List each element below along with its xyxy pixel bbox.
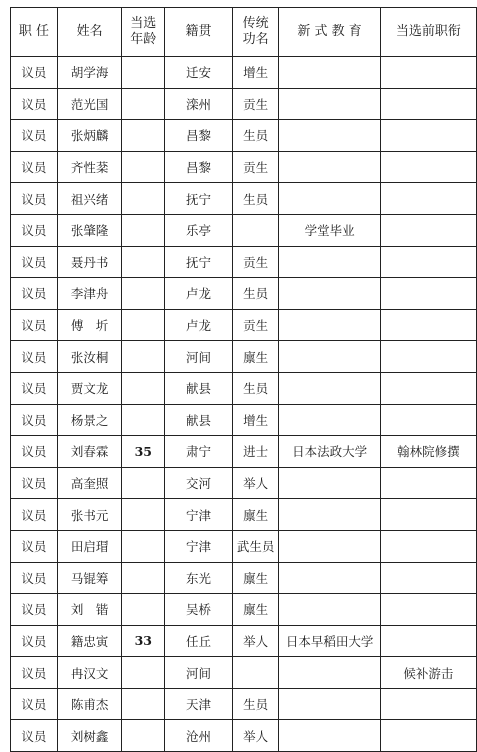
table-row <box>11 120 477 152</box>
cell-native-place: 抚宁 <box>165 246 233 278</box>
table-row <box>11 88 477 120</box>
cell-position: 议员 <box>11 404 58 436</box>
cell-prior-post <box>380 120 476 152</box>
header-row <box>11 8 477 57</box>
header-native-place: 籍贯 <box>165 8 233 57</box>
table-row <box>11 625 477 657</box>
cell-position: 议员 <box>11 309 58 341</box>
cell-native-place: 任丘 <box>165 625 233 657</box>
cell-name: 籍忠寅 <box>57 625 122 657</box>
cell-native-place: 迁安 <box>165 57 233 89</box>
cell-education <box>279 341 380 373</box>
cell-degree: 进士 <box>232 436 279 468</box>
cell-education <box>279 120 380 152</box>
cell-prior-post <box>380 57 476 89</box>
cell-position: 议员 <box>11 183 58 215</box>
table-row <box>11 151 477 183</box>
cell-prior-post <box>380 562 476 594</box>
header-position: 职 任 <box>11 8 58 57</box>
table-row <box>11 688 477 720</box>
cell-age <box>122 562 165 594</box>
cell-native-place: 昌黎 <box>165 120 233 152</box>
cell-native-place: 乐亭 <box>165 214 233 246</box>
cell-prior-post <box>380 530 476 562</box>
cell-age <box>122 530 165 562</box>
cell-prior-post <box>380 688 476 720</box>
cell-prior-post <box>380 404 476 436</box>
table-row <box>11 341 477 373</box>
cell-name: 李津舟 <box>57 278 122 310</box>
table-row <box>11 499 477 531</box>
cell-position: 议员 <box>11 720 58 752</box>
cell-native-place: 献县 <box>165 372 233 404</box>
cell-degree: 贡生 <box>232 246 279 278</box>
table-row <box>11 594 477 626</box>
cell-education <box>279 499 380 531</box>
cell-age <box>122 404 165 436</box>
cell-position: 议员 <box>11 57 58 89</box>
cell-position: 议员 <box>11 530 58 562</box>
header-degree-line2: 功名 <box>242 32 269 47</box>
cell-name: 张汝桐 <box>57 341 122 373</box>
cell-name: 张书元 <box>57 499 122 531</box>
cell-native-place: 肃宁 <box>165 436 233 468</box>
cell-age <box>122 57 165 89</box>
cell-name: 张肇隆 <box>57 214 122 246</box>
cell-position: 议员 <box>11 436 58 468</box>
cell-degree: 贡生 <box>232 88 279 120</box>
cell-prior-post <box>380 499 476 531</box>
cell-degree <box>232 214 279 246</box>
table-row <box>11 404 477 436</box>
cell-native-place: 抚宁 <box>165 183 233 215</box>
cell-position: 议员 <box>11 657 58 689</box>
cell-degree: 廪生 <box>232 562 279 594</box>
cell-name: 聂丹书 <box>57 246 122 278</box>
cell-native-place: 交河 <box>165 467 233 499</box>
cell-position: 议员 <box>11 594 58 626</box>
cell-age <box>122 246 165 278</box>
cell-age <box>122 720 165 752</box>
table-row <box>11 214 477 246</box>
cell-degree: 增生 <box>232 404 279 436</box>
cell-degree: 廪生 <box>232 499 279 531</box>
member-table <box>10 7 477 752</box>
cell-education <box>279 467 380 499</box>
cell-education <box>279 562 380 594</box>
cell-education <box>279 530 380 562</box>
cell-degree: 生员 <box>232 183 279 215</box>
cell-age <box>122 372 165 404</box>
cell-prior-post <box>380 625 476 657</box>
cell-position: 议员 <box>11 688 58 720</box>
cell-age <box>122 151 165 183</box>
cell-education <box>279 57 380 89</box>
cell-education <box>279 278 380 310</box>
cell-native-place: 宁津 <box>165 499 233 531</box>
cell-name: 杨景之 <box>57 404 122 436</box>
cell-name: 傅 圻 <box>57 309 122 341</box>
cell-prior-post <box>380 214 476 246</box>
cell-position: 议员 <box>11 120 58 152</box>
cell-name: 马锟筹 <box>57 562 122 594</box>
cell-position: 议员 <box>11 499 58 531</box>
cell-degree: 生员 <box>232 120 279 152</box>
cell-name: 冉汉文 <box>57 657 122 689</box>
table-row <box>11 436 477 468</box>
cell-native-place: 卢龙 <box>165 278 233 310</box>
cell-education <box>279 657 380 689</box>
cell-age <box>122 341 165 373</box>
cell-prior-post <box>380 467 476 499</box>
cell-native-place: 宁津 <box>165 530 233 562</box>
table-row <box>11 57 477 89</box>
cell-age <box>122 88 165 120</box>
cell-education <box>279 246 380 278</box>
cell-native-place: 昌黎 <box>165 151 233 183</box>
cell-name: 刘 锴 <box>57 594 122 626</box>
cell-native-place: 沧州 <box>165 720 233 752</box>
cell-position: 议员 <box>11 88 58 120</box>
cell-position: 议员 <box>11 625 58 657</box>
cell-prior-post <box>380 372 476 404</box>
header-education: 新 式 教 育 <box>279 8 380 57</box>
cell-degree: 生员 <box>232 372 279 404</box>
cell-education <box>279 151 380 183</box>
cell-degree: 增生 <box>232 57 279 89</box>
header-name: 姓名 <box>57 8 122 57</box>
header-prior-post: 当选前职衔 <box>380 8 476 57</box>
cell-position: 议员 <box>11 562 58 594</box>
cell-age <box>122 467 165 499</box>
cell-age <box>122 499 165 531</box>
header-age <box>122 8 165 57</box>
cell-prior-post <box>380 594 476 626</box>
cell-position: 议员 <box>11 341 58 373</box>
table-row <box>11 562 477 594</box>
cell-name: 陈甫杰 <box>57 688 122 720</box>
header-age-line2: 年龄 <box>130 32 157 47</box>
cell-name: 贾文龙 <box>57 372 122 404</box>
table-row <box>11 467 477 499</box>
cell-name: 田启瑁 <box>57 530 122 562</box>
table-row <box>11 720 477 752</box>
table-row <box>11 183 477 215</box>
cell-prior-post <box>380 341 476 373</box>
cell-age <box>122 278 165 310</box>
cell-prior-post <box>380 246 476 278</box>
cell-education <box>279 404 380 436</box>
cell-degree: 武生员 <box>232 530 279 562</box>
cell-position: 议员 <box>11 246 58 278</box>
cell-degree: 贡生 <box>232 151 279 183</box>
table-row <box>11 372 477 404</box>
cell-age <box>122 657 165 689</box>
cell-age <box>122 214 165 246</box>
cell-position: 议员 <box>11 467 58 499</box>
cell-degree: 生员 <box>232 688 279 720</box>
cell-position: 议员 <box>11 278 58 310</box>
cell-name: 范光国 <box>57 88 122 120</box>
cell-education <box>279 594 380 626</box>
header-age-line1: 当选 <box>130 16 157 31</box>
table-body <box>11 57 477 752</box>
cell-name: 张炳麟 <box>57 120 122 152</box>
cell-native-place: 吴桥 <box>165 594 233 626</box>
cell-degree: 生员 <box>232 278 279 310</box>
table-row <box>11 278 477 310</box>
cell-prior-post <box>380 88 476 120</box>
cell-age <box>122 120 165 152</box>
cell-education: 日本早稻田大学 <box>279 625 380 657</box>
cell-age <box>122 688 165 720</box>
cell-name: 胡学海 <box>57 57 122 89</box>
cell-native-place: 河间 <box>165 657 233 689</box>
cell-native-place: 天津 <box>165 688 233 720</box>
cell-age <box>122 309 165 341</box>
cell-prior-post: 候补游击 <box>380 657 476 689</box>
cell-education <box>279 720 380 752</box>
table-row <box>11 657 477 689</box>
cell-prior-post <box>380 151 476 183</box>
cell-age <box>122 183 165 215</box>
cell-degree: 举人 <box>232 467 279 499</box>
cell-education <box>279 309 380 341</box>
cell-native-place: 卢龙 <box>165 309 233 341</box>
cell-degree: 廪生 <box>232 594 279 626</box>
table-row <box>11 530 477 562</box>
cell-native-place: 献县 <box>165 404 233 436</box>
cell-name: 齐性棻 <box>57 151 122 183</box>
cell-name: 刘春霖 <box>57 436 122 468</box>
cell-age: 33 <box>122 625 165 657</box>
cell-native-place: 滦州 <box>165 88 233 120</box>
cell-education: 日本法政大学 <box>279 436 380 468</box>
cell-prior-post <box>380 183 476 215</box>
cell-prior-post <box>380 309 476 341</box>
cell-name: 刘树鑫 <box>57 720 122 752</box>
cell-degree: 贡生 <box>232 309 279 341</box>
cell-education <box>279 688 380 720</box>
cell-age <box>122 594 165 626</box>
table-header <box>11 8 477 57</box>
cell-native-place: 东光 <box>165 562 233 594</box>
header-degree-line1: 传统 <box>242 16 269 31</box>
cell-education <box>279 183 380 215</box>
cell-prior-post: 翰林院修撰 <box>380 436 476 468</box>
cell-native-place: 河间 <box>165 341 233 373</box>
cell-name: 高奎照 <box>57 467 122 499</box>
cell-education <box>279 88 380 120</box>
cell-degree: 举人 <box>232 625 279 657</box>
cell-position: 议员 <box>11 372 58 404</box>
table-row <box>11 309 477 341</box>
cell-position: 议员 <box>11 214 58 246</box>
table-row <box>11 246 477 278</box>
cell-degree <box>232 657 279 689</box>
cell-prior-post <box>380 720 476 752</box>
cell-degree: 廪生 <box>232 341 279 373</box>
cell-degree: 举人 <box>232 720 279 752</box>
cell-education: 学堂毕业 <box>279 214 380 246</box>
cell-education <box>279 372 380 404</box>
cell-age: 35 <box>122 436 165 468</box>
header-degree <box>232 8 279 57</box>
cell-prior-post <box>380 278 476 310</box>
cell-name: 祖兴绪 <box>57 183 122 215</box>
cell-position: 议员 <box>11 151 58 183</box>
